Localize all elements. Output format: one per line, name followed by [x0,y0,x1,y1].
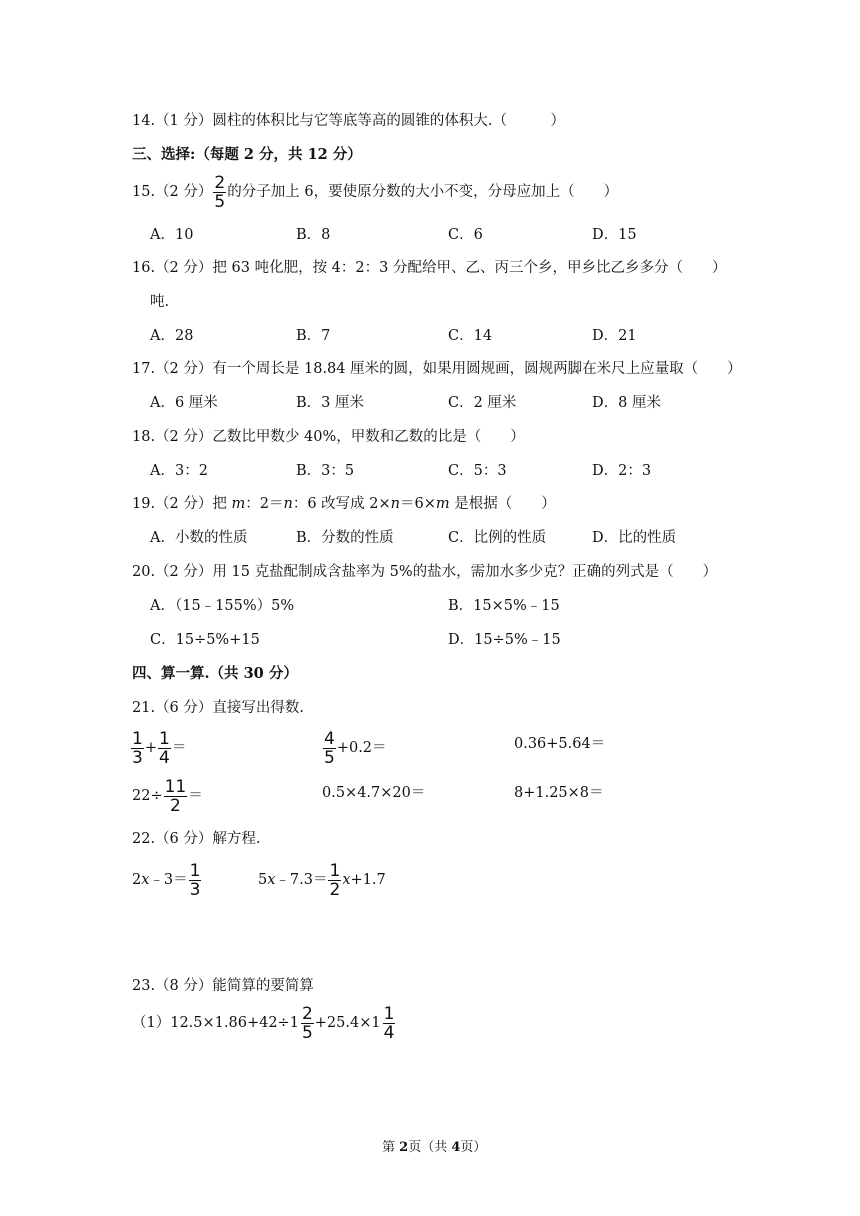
q21-expr-4: 22÷ $\frac{11}{2}$ ＝ [132,776,203,816]
q17-option-b: B．3 厘米 [296,395,364,411]
mixed-number: 1 $\frac{1}{4}$ [371,1003,395,1043]
q20-option-d: D．15÷5%﹣15 [448,632,561,648]
section-heading-choice: 三、选择:（每题 2 分，共 12 分） [132,146,362,163]
q18-option-a: A．3：2 [150,463,208,479]
q18-stem: 18.（2 分）乙数比甲数少 40%，甲数和乙数的比是（ ） [132,429,525,445]
q17-option-d: D．8 厘米 [592,395,661,411]
q18-option-c: C．5：3 [448,463,507,479]
q18-option-d: D．2：3 [592,463,652,479]
fraction: $\frac{1}{2}$ [329,860,341,900]
fraction: $\frac{11}{2}$ [164,776,187,816]
q20-option-c: C．15÷5%+15 [150,632,260,648]
q15-option-d: D．15 [592,227,637,243]
q23-stem: 23.（8 分）能简算的要简算 [132,978,314,994]
mixed-number: 1 $\frac{2}{5}$ [289,1003,313,1043]
q22-stem: 22.（6 分）解方程. [132,831,261,847]
q21-expr-6: 8+1.25×8＝ [514,785,604,801]
fraction: $\frac{1}{3}$ [189,860,201,900]
q15-stem: 15.（2 分） $\frac{2}{5}$ 的分子加上 6，要使原分数的大小不变，分母应加上（ ） [132,172,619,212]
q17-stem: 17.（2 分）有一个周长是 18.84 厘米的圆，如果用圆规画，圆规两脚在米尺上应量取（ ） [132,361,742,377]
q21-expr-2: $\frac{4}{5}$ +0.2＝ [324,728,387,768]
q16-stem: 16.（2 分）把 63 吨化肥，按 4：2：3 分配给甲、乙、丙三个乡，甲乡比乙乡多分（ ） [132,260,727,276]
fraction: $\frac{1}{4}$ [158,728,170,768]
q19-stem: 19.（2 分）把 m：2＝n：6 改写成 2×n＝6×m 是根据（ ） [132,496,556,512]
page-total: 4 [451,1140,461,1155]
q19-option-a: A．小数的性质 [150,530,248,546]
q20-option-b: B．15×5%﹣15 [448,598,560,614]
q17-option-a: A．6 厘米 [150,395,218,411]
q14: 14.（1 分）圆柱的体积比与它等底等高的圆锥的体积大.（ ） [132,113,566,129]
q15-option-b: B．8 [296,227,331,243]
q21-stem: 21.（6 分）直接写出得数. [132,700,305,716]
fraction: $\frac{1}{3}$ [132,728,143,768]
q22-equation-1: 2x﹣3＝ $\frac{1}{3}$ [132,860,201,900]
q22-equation-2: 5x﹣7.3＝ $\frac{1}{2}$ x+1.7 [258,860,386,900]
page-number: 2 [399,1140,409,1155]
q20-option-a: A．（15﹣155%）5% [150,598,295,614]
q16-option-c: C．14 [448,328,493,344]
q16-option-a: A．28 [150,328,194,344]
page-footer: 第 2页（共 4页） [382,1140,487,1155]
section-heading-calc: 四、算一算.（共 30 分） [132,665,298,682]
q21-expr-1: $\frac{1}{3}$ + $\frac{1}{4}$ ＝ [132,728,187,768]
q16-stem-cont: 吨. [150,294,170,310]
q16-option-b: B．7 [296,328,331,344]
fraction: $\frac{2}{5}$ [214,172,226,212]
q15-option-c: C．6 [448,227,483,243]
fraction: $\frac{4}{5}$ [324,728,335,768]
q17-option-c: C．2 厘米 [448,395,517,411]
q20-stem: 20.（2 分）用 15 克盐配制成含盐率为 5%的盐水，需加水多少克？正确的列式是（ ） [132,564,718,580]
q18-option-b: B．3：5 [296,463,355,479]
q19-option-b: B．分数的性质 [296,530,394,546]
q19-option-d: D．比的性质 [592,530,677,546]
q21-expr-3: 0.36+5.64＝ [514,736,606,752]
q23-sub-1: （1）12.5×1.86+42÷ 1 $\frac{2}{5}$ +25.4× 1 $\frac{1}{4}$ [132,1001,396,1045]
q19-option-c: C．比例的性质 [448,530,547,546]
q15-option-a: A．10 [150,227,194,243]
q16-option-d: D．21 [592,328,637,344]
q21-expr-5: 0.5×4.7×20＝ [322,785,426,801]
